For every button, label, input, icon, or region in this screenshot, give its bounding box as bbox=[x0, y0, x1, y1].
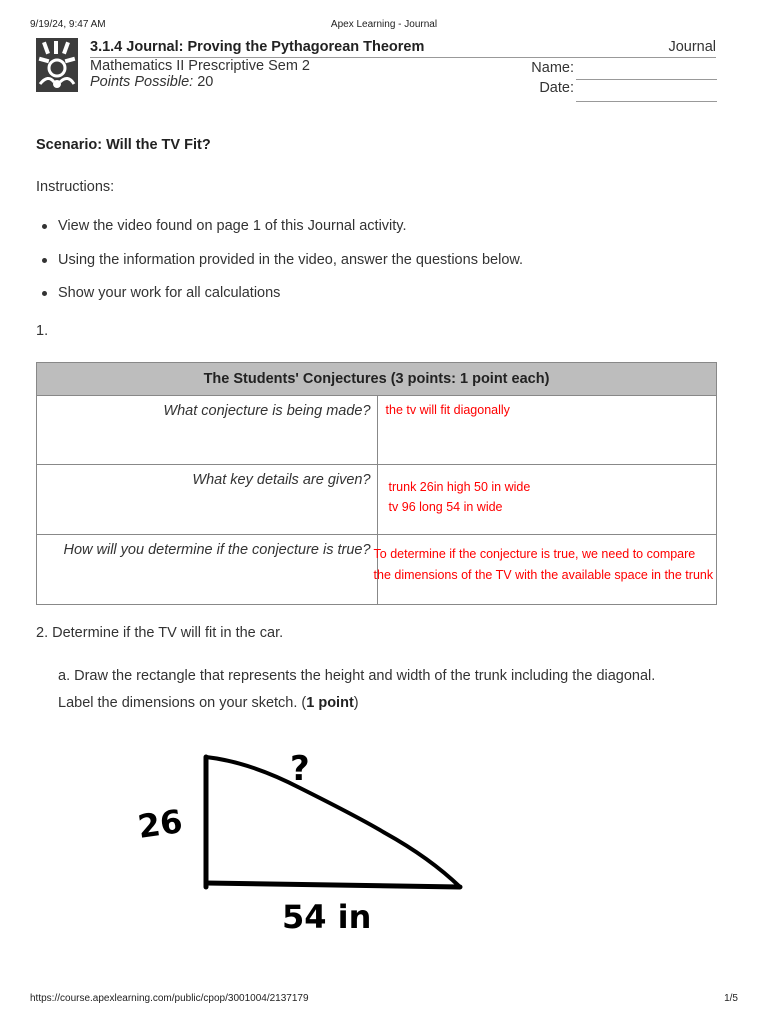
sketch-width-line bbox=[206, 883, 460, 887]
question-1-number: 1. bbox=[36, 323, 49, 339]
print-footer bbox=[30, 993, 738, 1007]
apex-logo-icon bbox=[36, 38, 78, 92]
question-text: What conjecture is being made? bbox=[163, 403, 371, 419]
print-url: https://course.apexlearning.com/public/cpop/3001004/2137179 bbox=[30, 993, 309, 1004]
table-row bbox=[37, 396, 717, 465]
journal-header bbox=[36, 38, 716, 104]
question-2a-instruction bbox=[58, 695, 359, 711]
sketch-label-height: 26 bbox=[135, 802, 185, 846]
question-text: What key details are given? bbox=[192, 472, 371, 488]
print-page-number: 1/5 bbox=[724, 993, 738, 1004]
question-2a-prefix: Label the dimensions on your sketch. ( bbox=[58, 695, 307, 711]
scenario-heading: Scenario: Will the TV Fit? bbox=[36, 137, 211, 153]
question-cell bbox=[37, 465, 378, 535]
sketch-label-width: 54 in bbox=[282, 898, 372, 936]
name-label: Name: bbox=[531, 60, 574, 76]
instructions-label: Instructions: bbox=[36, 179, 115, 195]
table-row bbox=[37, 465, 717, 535]
instruction-item: Show your work for all calculations bbox=[36, 283, 523, 317]
conjectures-table bbox=[36, 362, 717, 605]
answer-text: the dimensions of the TV with the available space in the trunk bbox=[373, 568, 714, 582]
date-field[interactable] bbox=[576, 100, 717, 102]
instruction-item: View the video found on page 1 of this Journal activity. bbox=[36, 216, 523, 250]
answer-text: To determine if the conjecture is true, we need to compare bbox=[373, 547, 696, 561]
print-datetime: 9/19/24, 9:47 AM bbox=[30, 19, 106, 30]
print-header bbox=[30, 19, 738, 33]
question-2a-suffix: ) bbox=[353, 695, 359, 711]
instructions-list bbox=[36, 216, 523, 317]
question-cell bbox=[37, 396, 378, 465]
question-text: How will you determine if the conjecture is true? bbox=[63, 542, 371, 558]
journal-title: 3.1.4 Journal: Proving the Pythagorean Theorem bbox=[90, 39, 425, 55]
sketch-label-diagonal: ? bbox=[290, 749, 310, 789]
sketch-diagonal-line bbox=[206, 757, 460, 887]
answer-cell[interactable] bbox=[373, 535, 716, 605]
course-name: Mathematics II Prescriptive Sem 2 bbox=[90, 58, 310, 74]
points-value: 20 bbox=[197, 74, 214, 90]
name-field[interactable] bbox=[576, 78, 717, 80]
question-2-prompt: 2. Determine if the TV will fit in the car. bbox=[36, 625, 284, 641]
date-label: Date: bbox=[539, 80, 574, 96]
points-label: Points Possible: bbox=[90, 74, 194, 90]
instruction-item: Using the information provided in the video, answer the questions below. bbox=[36, 250, 523, 284]
journal-type-label: Journal bbox=[668, 39, 716, 55]
question-cell bbox=[37, 535, 378, 605]
question-2a-points: 1 point bbox=[306, 695, 354, 711]
print-page-title: Apex Learning - Journal bbox=[330, 19, 438, 30]
answer-text: the tv will fit diagonally bbox=[385, 403, 510, 417]
table-header: The Students' Conjectures (3 points: 1 point each) bbox=[37, 363, 717, 396]
points-possible bbox=[90, 74, 213, 90]
answer-text: tv 96 long 54 in wide bbox=[388, 500, 503, 514]
table-row bbox=[37, 535, 717, 605]
answer-cell[interactable] bbox=[377, 465, 716, 535]
question-2a-text: a. Draw the rectangle that represents the height and width of the trunk including the diagonal. bbox=[58, 668, 656, 684]
trunk-sketch bbox=[130, 740, 490, 940]
answer-cell[interactable] bbox=[377, 396, 716, 465]
answer-text: trunk 26in high 50 in wide bbox=[388, 480, 531, 494]
